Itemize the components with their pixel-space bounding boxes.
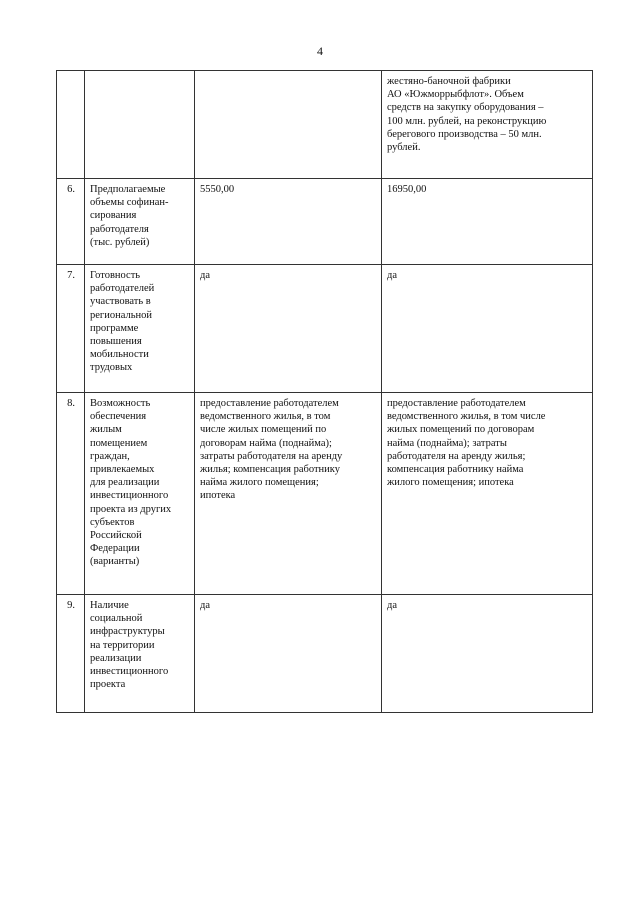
value-cell-a <box>195 595 382 713</box>
row-label-cell <box>85 265 195 393</box>
row-label: Готовность работодателей участвовать в региональной программе повышения мобильности трудовых <box>90 270 155 374</box>
value-cell-b <box>382 595 593 713</box>
value-cell-b <box>382 265 593 393</box>
row-label-cell <box>85 393 195 595</box>
value-b: 16950,00 <box>387 184 427 195</box>
page-number: 4 <box>317 44 323 58</box>
row-number: 6. <box>67 184 75 195</box>
row-label: Предполагаемые объемы софинан- сирования работодателя (тыс. рублей) <box>90 184 169 248</box>
row-label-cell <box>85 595 195 713</box>
value-cell-b <box>382 71 593 179</box>
value-a: 5550,00 <box>200 184 235 195</box>
table-row <box>57 71 593 179</box>
value-b: жестяно-баночной фабрики АО «Южморрыбфлот». Объем средств на закупку оборудования – 100 млн. рублей, на реконструкцию берегового производства – 50 млн. рублей. <box>387 76 547 154</box>
table-row <box>57 265 593 393</box>
row-number-cell <box>57 265 85 393</box>
row-number: 8. <box>67 398 75 409</box>
table-row <box>57 393 593 595</box>
value-cell-a <box>195 71 382 179</box>
row-number-cell <box>57 393 85 595</box>
value-cell-a <box>195 265 382 393</box>
value-b: да <box>387 600 398 611</box>
value-cell-b <box>382 393 593 595</box>
value-a: да <box>200 270 211 281</box>
row-label-cell <box>85 71 195 179</box>
row-number-cell <box>57 71 85 179</box>
value-b: да <box>387 270 398 281</box>
table-row <box>57 595 593 713</box>
row-label-cell <box>85 179 195 265</box>
row-number-cell <box>57 595 85 713</box>
document-table <box>56 70 593 713</box>
value-b: предоставление работодателем ведомственного жилья, в том числе жилых помещений по договорам найма (поднайма); затраты работодателя на аренду жилья; компенсация работнику найма жилого помещения; ипотека <box>387 398 546 489</box>
row-number-cell <box>57 179 85 265</box>
row-label: Возможность обеспечения жилым помещением граждан, привлекаемых для реализации инвестиционного проекта из других субъектов Российской Федерации (варианты) <box>90 398 172 568</box>
row-number: 7. <box>67 270 75 281</box>
row-number: 9. <box>67 600 75 611</box>
value-cell-a <box>195 393 382 595</box>
value-cell-a <box>195 179 382 265</box>
row-label: Наличие социальной инфраструктуры на территории реализации инвестиционного проекта <box>90 600 169 691</box>
value-a: да <box>200 600 211 611</box>
table-row <box>57 179 593 265</box>
value-a: предоставление работодателем ведомственного жилья, в том числе жилых помещений по договорам найма (поднайма); затраты работодателя на аренду жилья; компенсация работнику найма жилого помещения; ипотека <box>200 398 343 502</box>
value-cell-b <box>382 179 593 265</box>
